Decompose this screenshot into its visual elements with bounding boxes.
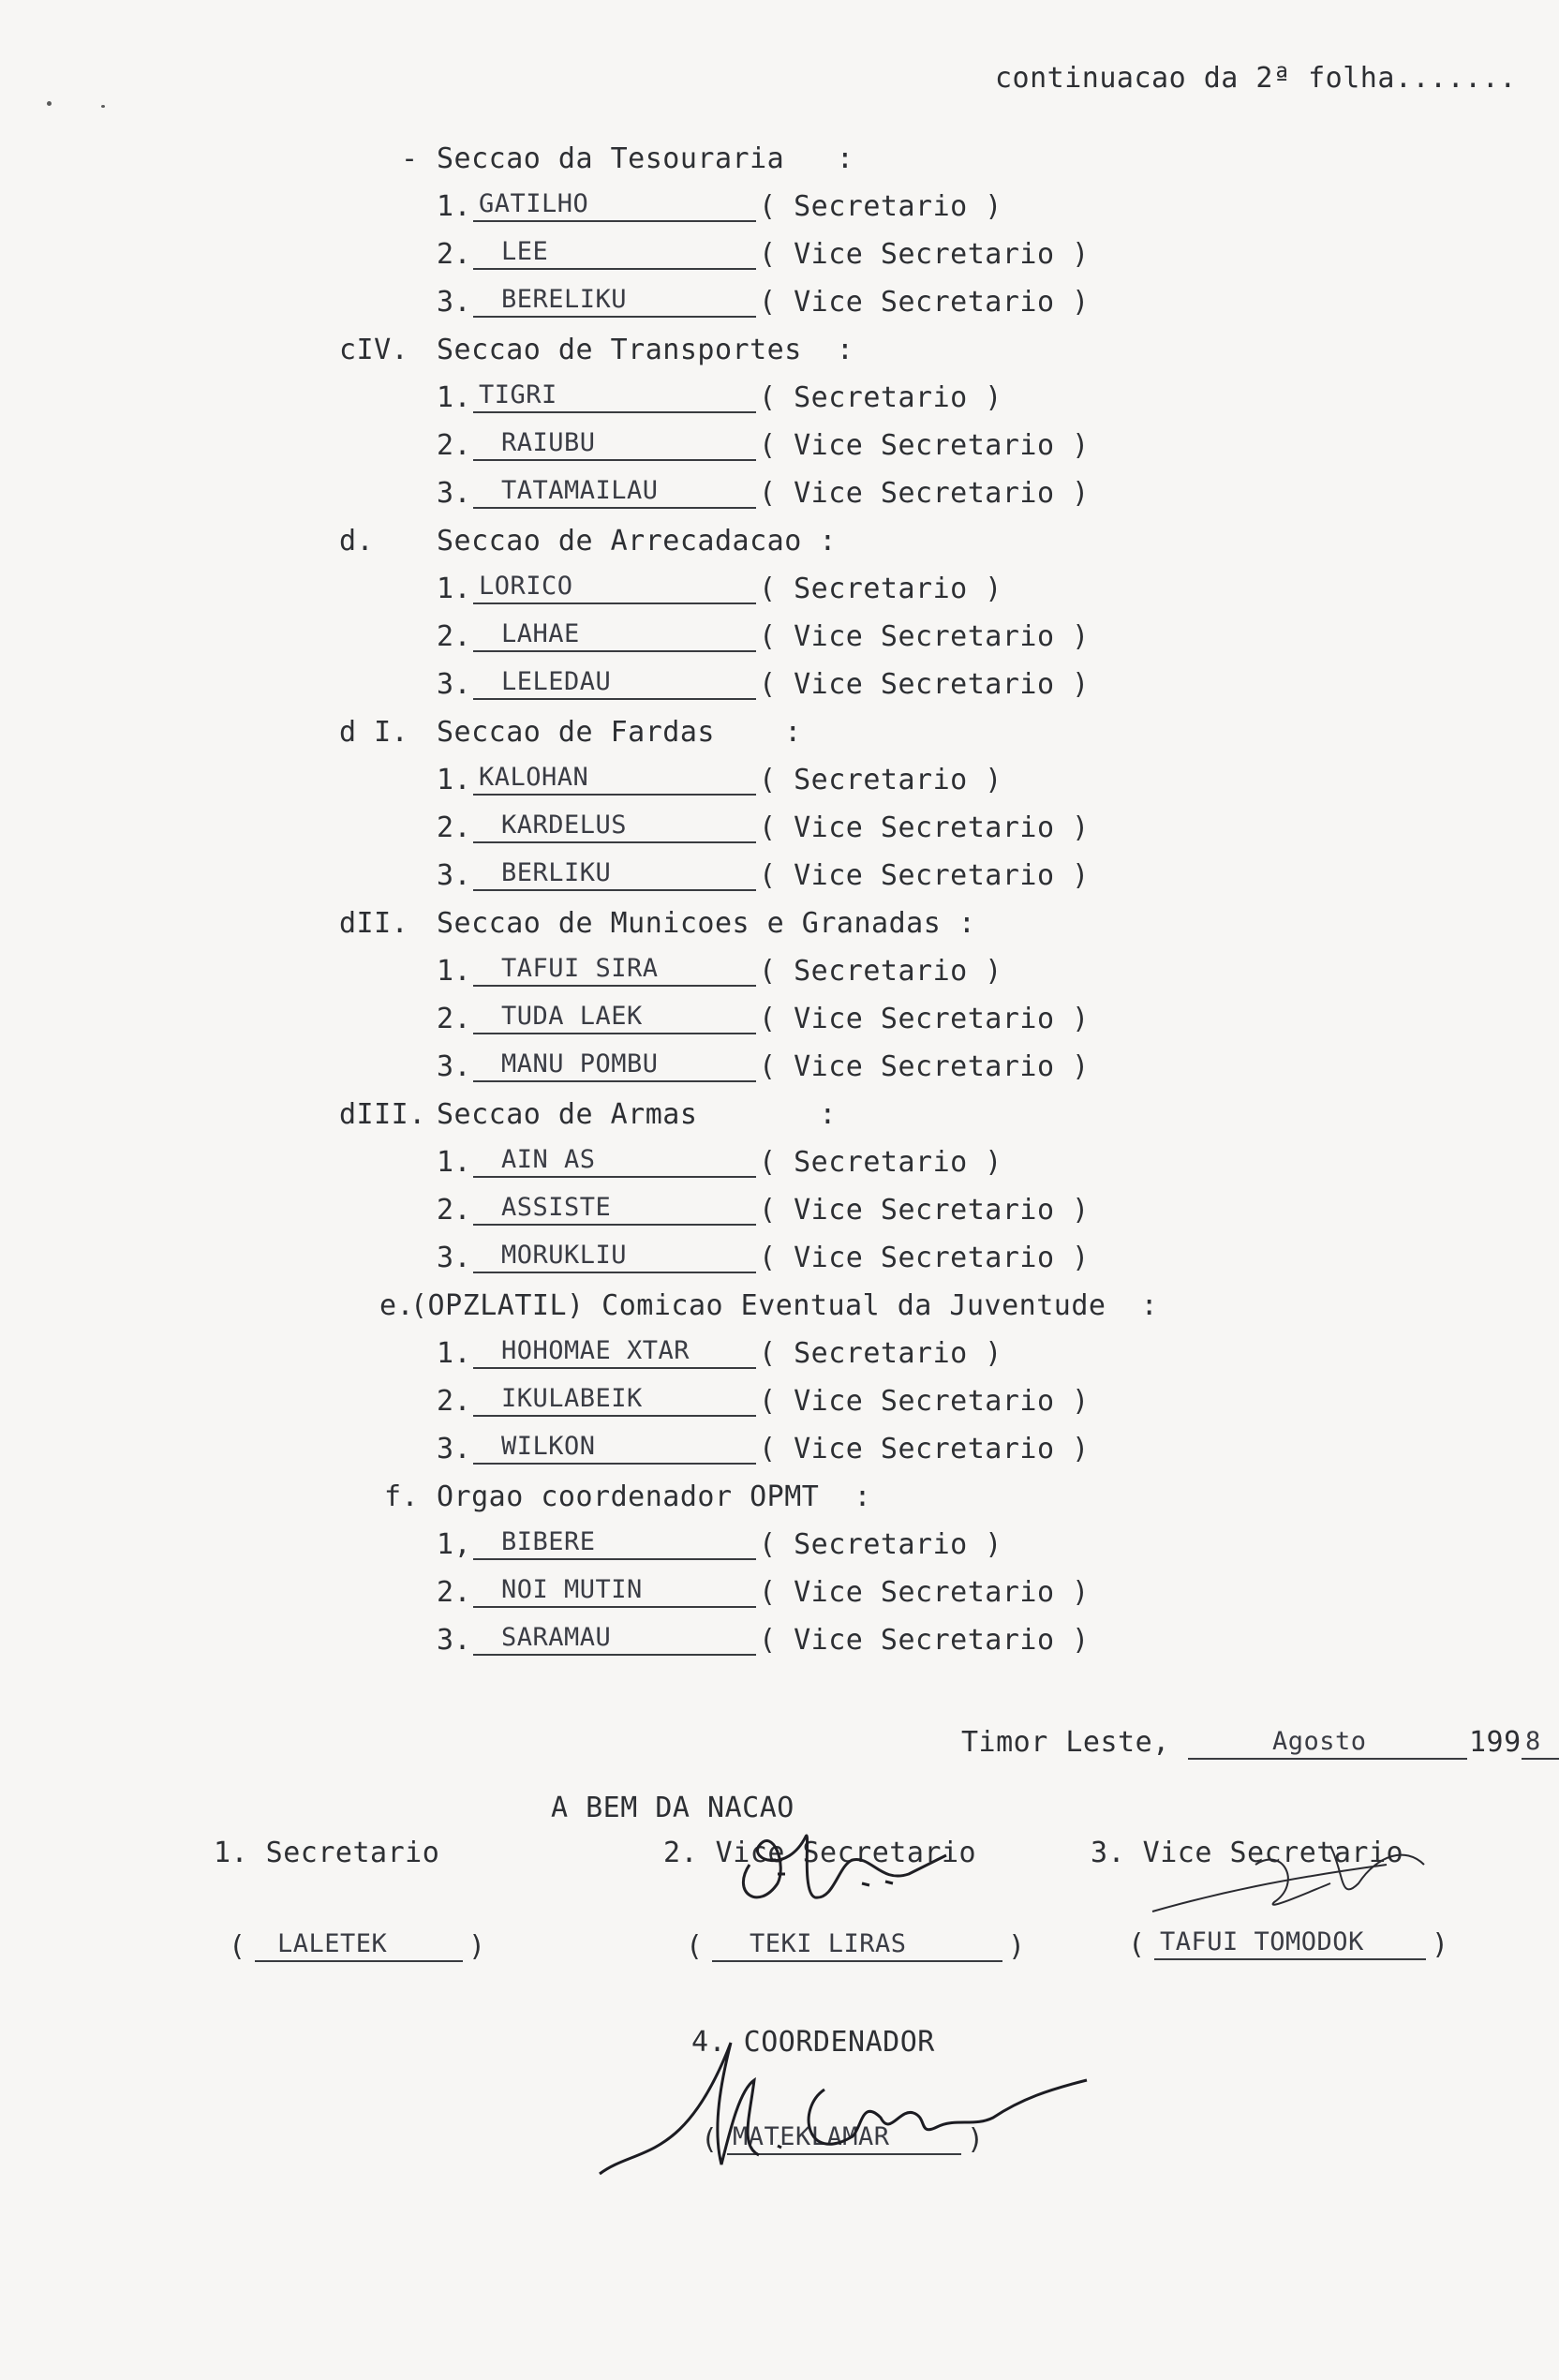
member-name-line: [473, 1526, 756, 1560]
member-name: LELEDAU: [501, 667, 612, 696]
member-name-line: [473, 953, 756, 987]
paren-open: (: [229, 1930, 246, 1963]
closing-salutation: A BEM DA NACAO: [551, 1792, 794, 1824]
member-number: 1.: [437, 764, 472, 796]
member-name: KALOHAN: [479, 763, 589, 792]
section-prefix: cIV.: [339, 334, 409, 366]
member-number: 2.: [437, 1003, 472, 1035]
member-name-line: [473, 1335, 756, 1369]
signatory-name-line: [255, 1928, 463, 1962]
member-name: LEE: [501, 237, 549, 266]
member-name-line: [473, 475, 756, 509]
member-name-line: [473, 1240, 756, 1273]
member-name-line: [473, 571, 756, 604]
member-role: ( Vice Secretario ): [759, 477, 1090, 510]
section-prefix: f.: [384, 1480, 420, 1513]
member-role: ( Vice Secretario ): [759, 1385, 1090, 1418]
member-role: ( Vice Secretario ): [759, 620, 1090, 653]
member-name-line: [473, 236, 756, 270]
section-title: Seccao da Tesouraria :: [437, 142, 854, 175]
member-role: ( Vice Secretario ): [759, 1433, 1090, 1465]
member-role: ( Vice Secretario ): [759, 238, 1090, 271]
member-role: ( Secretario ): [759, 573, 1002, 605]
member-name: ASSISTE: [501, 1193, 612, 1222]
member-number: 2.: [437, 429, 472, 462]
member-name-line: [473, 762, 756, 796]
member-name-line: [473, 857, 756, 891]
member-role: ( Secretario ): [759, 1146, 1002, 1179]
member-number: 2.: [437, 1194, 472, 1227]
member-name: MORUKLIU: [501, 1241, 628, 1270]
member-name-line: [473, 188, 756, 222]
member-name: SARAMAU: [501, 1623, 612, 1652]
continuation-header: continuacao da 2ª folha.......: [995, 62, 1517, 95]
member-role: ( Vice Secretario ): [759, 668, 1090, 701]
signature-vice-secretario-2: [721, 1808, 965, 1930]
member-role: ( Vice Secretario ): [759, 1194, 1090, 1227]
signatory-name-line: [1154, 1926, 1426, 1960]
signature-coordenador: [581, 2024, 1106, 2193]
date-month: Agosto: [1272, 1727, 1367, 1756]
paren-open: (: [1128, 1928, 1146, 1961]
member-name-line: [473, 1001, 756, 1034]
paren-close: ): [1008, 1930, 1026, 1963]
member-name-line: [473, 1431, 756, 1465]
member-name-line: [473, 1622, 756, 1656]
member-name-line: [473, 1144, 756, 1178]
member-number: 3.: [437, 1050, 472, 1083]
member-role: ( Vice Secretario ): [759, 1003, 1090, 1035]
section-prefix: dIII.: [339, 1098, 426, 1131]
date-place: Timor Leste,: [961, 1726, 1170, 1759]
section-title: (OPZLATIL) Comicao Eventual da Juventude :: [410, 1289, 1159, 1322]
member-role: ( Secretario ): [759, 1337, 1002, 1370]
member-role: ( Vice Secretario ): [759, 1242, 1090, 1274]
paren-close: ): [967, 2123, 985, 2156]
member-role: ( Vice Secretario ): [759, 859, 1090, 892]
member-name-line: [473, 618, 756, 652]
member-number: 3.: [437, 1624, 472, 1657]
member-name-line: [473, 666, 756, 700]
member-role: ( Vice Secretario ): [759, 286, 1090, 319]
section-prefix: d I.: [339, 716, 409, 749]
signatory-name: LALETEK: [277, 1929, 388, 1958]
member-number: 3.: [437, 668, 472, 701]
section-title: Seccao de Transportes :: [437, 334, 854, 366]
signature-vice-secretario-3: [1143, 1827, 1443, 1930]
member-name: NOI MUTIN: [501, 1575, 643, 1604]
date-month-line: [1188, 1726, 1467, 1760]
member-role: ( Secretario ): [759, 190, 1002, 223]
member-name: LAHAE: [501, 619, 580, 648]
signatory-title: 3. Vice Secretario: [1091, 1837, 1404, 1869]
paper-speck: [101, 105, 105, 108]
signatory-title: 4. COORDENADOR: [691, 2026, 935, 2059]
section-title: Orgao coordenador OPMT :: [437, 1480, 872, 1513]
member-number: 2.: [437, 1385, 472, 1418]
section-prefix: -: [401, 142, 419, 175]
member-number: 1.: [437, 381, 472, 414]
member-name: IKULABEIK: [501, 1384, 643, 1413]
member-role: ( Secretario ): [759, 1528, 1002, 1561]
member-name: HOHOMAE XTAR: [501, 1336, 690, 1365]
date-year-line: [1522, 1726, 1559, 1760]
member-name: BIBERE: [501, 1527, 596, 1556]
member-number: 1.: [437, 1146, 472, 1179]
member-name-line: [473, 810, 756, 843]
member-name: TAFUI SIRA: [501, 954, 659, 983]
paren-open: (: [686, 1930, 704, 1963]
member-number: 3.: [437, 286, 472, 319]
section-title: Seccao de Fardas :: [437, 716, 802, 749]
member-name-line: [473, 379, 756, 413]
member-role: ( Secretario ): [759, 381, 1002, 414]
signatory-name: TAFUI TOMODOK: [1160, 1927, 1364, 1956]
member-number: 3.: [437, 859, 472, 892]
member-name: KARDELUS: [501, 811, 628, 840]
member-name-line: [473, 427, 756, 461]
paper-speck: [47, 101, 52, 106]
member-name: TUDA LAEK: [501, 1002, 643, 1031]
section-title: Seccao de Arrecadacao :: [437, 525, 837, 558]
member-name: BERELIKU: [501, 285, 628, 314]
member-number: 3.: [437, 1242, 472, 1274]
date-year-suffix: 8: [1525, 1727, 1541, 1756]
section-title: Seccao de Municoes e Granadas :: [437, 907, 976, 940]
member-role: ( Vice Secretario ): [759, 1624, 1090, 1657]
member-name-line: [473, 1383, 756, 1417]
section-prefix: dII.: [339, 907, 409, 940]
member-number: 2.: [437, 238, 472, 271]
member-role: ( Vice Secretario ): [759, 1576, 1090, 1609]
member-name-line: [473, 1192, 756, 1226]
member-name: BERLIKU: [501, 858, 612, 887]
section-prefix: d.: [339, 525, 375, 558]
member-name: GATILHO: [479, 189, 589, 218]
member-role: ( Secretario ): [759, 764, 1002, 796]
paren-open: (: [701, 2123, 719, 2156]
section-prefix: e.: [379, 1289, 415, 1322]
signatory-name: MATEKLAMAR: [733, 2122, 890, 2151]
section-title: Seccao de Armas :: [437, 1098, 837, 1131]
member-number: 1.: [437, 955, 472, 988]
member-number: 1,: [437, 1528, 472, 1561]
member-number: 2.: [437, 620, 472, 653]
member-name-line: [473, 1049, 756, 1082]
member-number: 1.: [437, 573, 472, 605]
member-name: RAIUBU: [501, 428, 596, 457]
signatory-title: 1. Secretario: [214, 1837, 440, 1869]
member-name-line: [473, 1574, 756, 1608]
member-number: 1.: [437, 1337, 472, 1370]
member-role: ( Vice Secretario ): [759, 811, 1090, 844]
signatory-name-line: [712, 1928, 1002, 1962]
member-name: MANU POMBU: [501, 1049, 659, 1078]
paren-close: ): [1432, 1928, 1449, 1961]
member-role: ( Secretario ): [759, 955, 1002, 988]
date-year-prefix: 199: [1469, 1726, 1522, 1759]
member-name: TATAMAILAU: [501, 476, 659, 505]
member-number: 1.: [437, 190, 472, 223]
member-name: TIGRI: [479, 380, 557, 409]
paren-close: ): [468, 1930, 486, 1963]
member-name: WILKON: [501, 1432, 596, 1461]
member-role: ( Vice Secretario ): [759, 429, 1090, 462]
member-name-line: [473, 284, 756, 318]
member-number: 3.: [437, 1433, 472, 1465]
member-number: 2.: [437, 1576, 472, 1609]
signatory-name: TEKI LIRAS: [750, 1929, 907, 1958]
member-number: 3.: [437, 477, 472, 510]
member-name: AIN AS: [501, 1145, 596, 1174]
member-name: LORICO: [479, 572, 573, 601]
member-role: ( Vice Secretario ): [759, 1050, 1090, 1083]
signatory-title: 2. Vice Secretario: [663, 1837, 977, 1869]
member-number: 2.: [437, 811, 472, 844]
